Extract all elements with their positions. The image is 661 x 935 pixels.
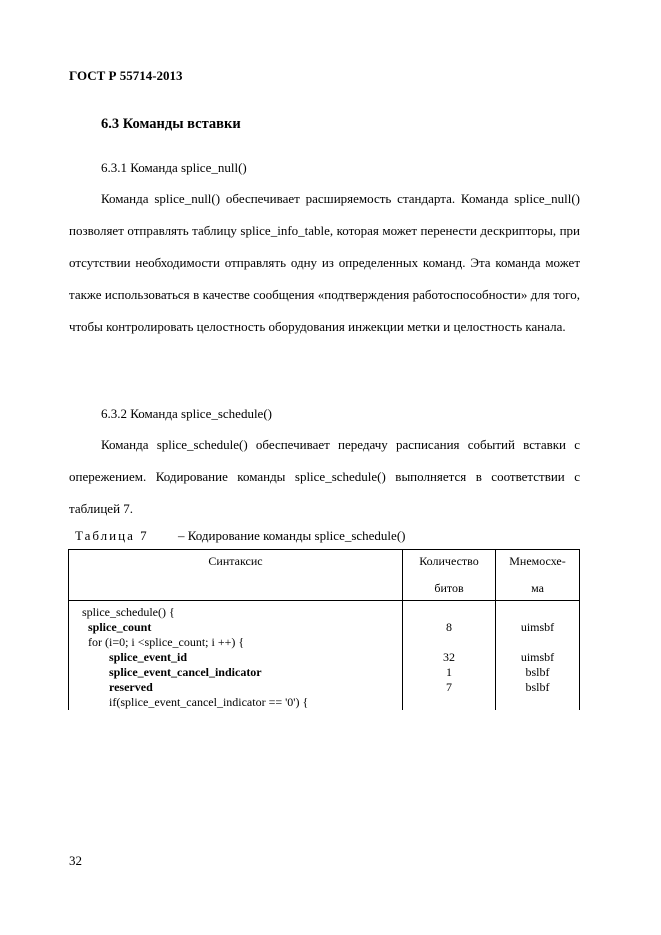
section-title: 6.3 Команды вставки (101, 116, 241, 132)
bits-value: 7 (446, 680, 452, 694)
table-caption-label: Таблица 7 (75, 528, 149, 543)
splice-schedule-table (68, 549, 580, 710)
mnemonic-value: bslbf (525, 680, 550, 694)
syntax-line: if(splice_event_cancel_indicator == '0') { (109, 695, 309, 709)
mnemonic-value: bslbf (525, 665, 550, 679)
syntax-line: reserved (109, 680, 153, 694)
syntax-line: splice_count (88, 620, 152, 634)
syntax-line: splice_schedule() { (82, 605, 175, 619)
bits-value: 8 (446, 620, 452, 634)
mnemonic-value: uimsbf (520, 650, 555, 664)
bits-value: 32 (443, 650, 455, 664)
header-mnemonic: Мнемосхе- ма (496, 550, 580, 601)
table-caption-text: – Кодирование команды splice_schedule() (178, 528, 406, 543)
table-body-row (69, 601, 580, 711)
subsection-heading-splice-null: 6.3.1 Команда splice_null() (101, 160, 247, 175)
syntax-line: for (i=0; i <splice_count; i ++) { (88, 635, 245, 649)
paragraph-splice-schedule: Команда splice_schedule() обеспечивает передачу расписания событий вставки с опережением. Кодирование команды splice_schedule() выполняется в соответствии с таблицей 7. (69, 437, 580, 516)
subsection-heading-splice-schedule: 6.3.2 Команда splice_schedule() (101, 406, 272, 421)
bits-value: 1 (446, 665, 452, 679)
mnemonic-value: uimsbf (520, 620, 555, 634)
mnemonic-column (496, 601, 580, 711)
paragraph-splice-null: Команда splice_null() обеспечивает расширяемость стандарта. Команда splice_null() позволяет отправлять таблицу splice_info_table, которая может перенести дескрипторы, при отсутствии необходимости отправлять одну из определенных команд. Эта команда может также использоваться в качестве сообщения «подтверждения работоспособности» для того, чтобы контролировать целостность оборудования инжекции метки и целостность канала. (69, 191, 580, 334)
syntax-line: splice_event_id (109, 650, 187, 664)
bits-column (403, 601, 496, 711)
table-caption (75, 528, 406, 544)
standard-header: ГОСТ Р 55714-2013 (69, 68, 183, 83)
page-number: 32 (69, 853, 82, 868)
table-header-row (69, 550, 580, 601)
header-syntax: Синтаксис (69, 550, 403, 601)
syntax-line: splice_event_cancel_indicator (109, 665, 262, 679)
header-bits: Количество битов (403, 550, 496, 601)
syntax-column (69, 601, 403, 711)
